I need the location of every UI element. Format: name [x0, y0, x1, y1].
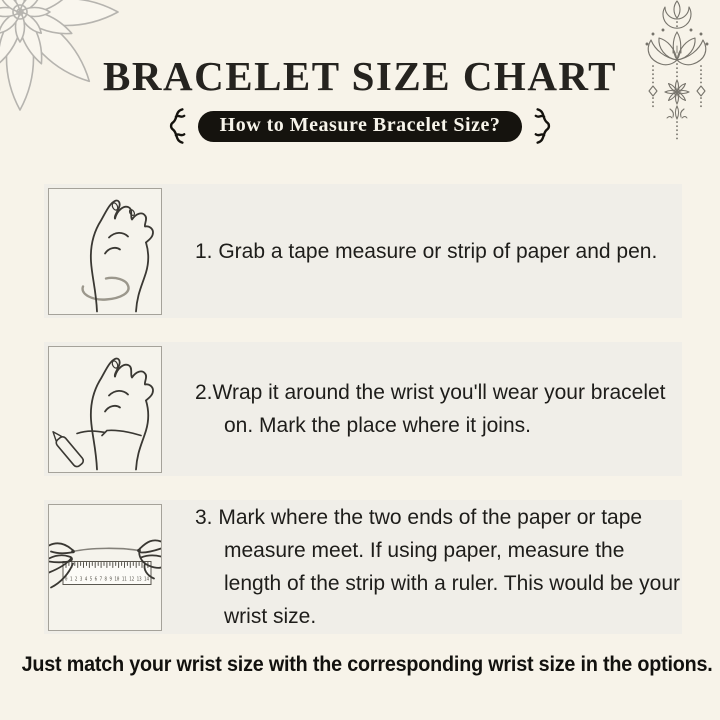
curly-swirl-left-icon	[163, 107, 187, 145]
step-1-illustration-box	[48, 188, 162, 315]
step-2-text: 2.Wrap it around the wrist you'll wear your bracelet on. Mark the place where it joins.	[195, 381, 666, 437]
footer-note: Just match your wrist size with the corresponding wrist size in the options.	[21, 653, 713, 676]
ruler-numbers: 0 1 2 3 4 5 6 7 8 9 10 11 12 13 14	[65, 576, 149, 582]
hands-holding-ruler-icon	[49, 505, 161, 630]
step-row-1	[44, 184, 682, 318]
marker-marking-wrist-icon	[49, 347, 161, 472]
step-row-3	[44, 500, 682, 634]
step-row-2	[44, 342, 682, 476]
fist-with-wrist-swirl-icon	[49, 189, 161, 314]
subtitle-row	[0, 107, 720, 145]
step-1-text: 1. Grab a tape measure or strip of paper and pen.	[195, 239, 658, 263]
step-2-illustration-box	[48, 346, 162, 473]
steps-list	[44, 184, 682, 658]
step-3-text: 3. Mark where the two ends of the paper or tape measure meet. If using paper, measure the length of the strip with a ruler. This would be your wrist size.	[195, 506, 681, 628]
page-title: BRACELET SIZE CHART	[103, 53, 617, 99]
curly-swirl-right-icon	[533, 107, 557, 145]
badge-pill: How to Measure Bracelet Size?	[198, 111, 523, 142]
step-3-illustration-box	[48, 504, 162, 631]
